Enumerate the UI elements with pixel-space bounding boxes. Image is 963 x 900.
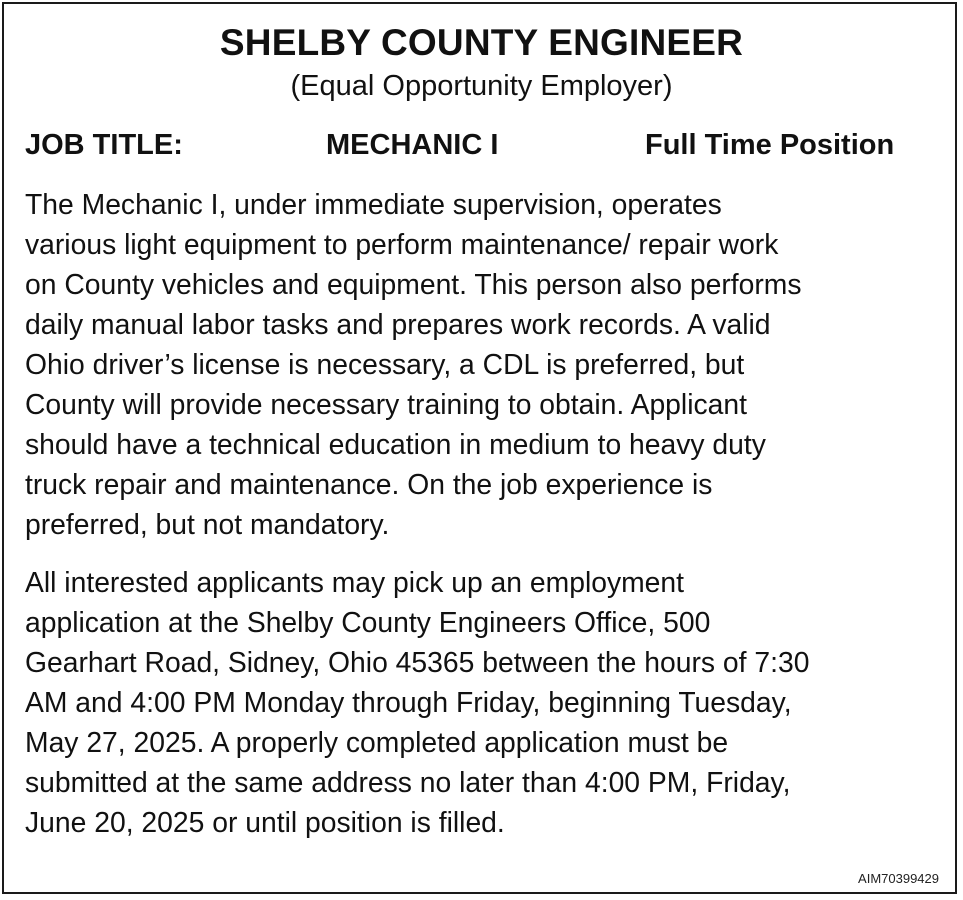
description-line: preferred, but not mandatory. — [25, 508, 390, 540]
description-line: truck repair and maintenance. On the job experience is — [25, 468, 713, 500]
job-title-value: MECHANIC I — [326, 129, 499, 161]
description-line: The Mechanic I, under immediate supervision, operates — [25, 188, 722, 220]
job-title-label: JOB TITLE: — [25, 129, 183, 161]
description-line: on County vehicles and equipment. This person also performs — [25, 268, 802, 300]
description-line: County will provide necessary training to obtain. Applicant — [25, 388, 747, 420]
job-employment-type: Full Time Position — [645, 129, 895, 161]
application-line: May 27, 2025. A properly completed application must be — [25, 726, 729, 758]
ad-reference-code: AIM70399429 — [858, 871, 939, 886]
application-line: All interested applicants may pick up an employment — [25, 566, 685, 598]
description-line: Ohio driver’s license is necessary, a CDL is preferred, but — [25, 348, 745, 380]
application-line: submitted at the same address no later than 4:00 PM, Friday, — [25, 766, 791, 798]
application-line: AM and 4:00 PM Monday through Friday, beginning Tuesday, — [25, 686, 792, 718]
page-subtitle: (Equal Opportunity Employer) — [290, 70, 673, 102]
description-line: various light equipment to perform maintenance/ repair work — [25, 228, 779, 260]
application-line: June 20, 2025 or until position is filled. — [25, 806, 505, 838]
description-line: should have a technical education in medium to heavy duty — [25, 428, 766, 460]
application-line: Gearhart Road, Sidney, Ohio 45365 between the hours of 7:30 — [25, 646, 810, 678]
application-instructions — [25, 562, 940, 842]
application-line: application at the Shelby County Engineers Office, 500 — [25, 606, 711, 638]
description-line: daily manual labor tasks and prepares work records. A valid — [25, 308, 771, 340]
page-title: SHELBY COUNTY ENGINEER — [219, 22, 744, 63]
job-description — [25, 184, 940, 544]
